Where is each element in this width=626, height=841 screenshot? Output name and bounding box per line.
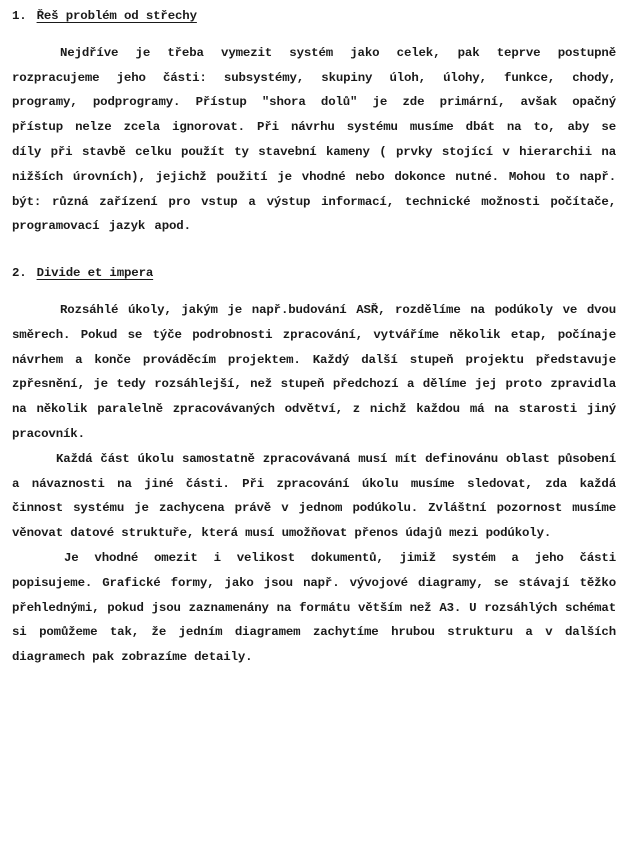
section-2-paragraph-1: Rozsáhlé úkoly, jakým je např.budování ASŘ, rozdělíme na podúkoly ve dvou směrech. Pokud se týče podrobnosti zpracování, vytváříme několik etap, počínaje návrhem a konče prováděcím projektem. Každý další stupeň projektu představuje zpřesnění, je tedy rozsáhlejší, než stupeň předchozí a dělíme jej proto zpravidla na několik paralelně zpracovávaných odvětví, z nichž každou má na starosti jiný pracovník. xyxy=(12,302,616,441)
section-heading-2 xyxy=(12,261,616,286)
section-2-paragraph-3: Je vhodné omezit i velikost dokumentů, jimiž systém a jeho části popisujeme. Grafické formy, jako jsou např. vývojové diagramy, se stávají těžko přehlednými, pokud jsou zaznamenány na formátu větším než A3. U rozsáhlých schémat si pomůžeme tak, že jedním diagramem zachytíme hrubou strukturu a v dalších diagramech pak zobrazíme detaily. xyxy=(12,550,616,665)
section-title: Řeš problém od střechy xyxy=(36,9,197,23)
section-number: 2. xyxy=(12,266,27,281)
section-2-paragraph-2: Každá část úkolu samostatně zpracovávaná musí mít definovánu oblast působení a návaznosti na jiné části. Při zpracování úkolu musíme sledovat, zda každá činnost systému je zachycena právě v jednom podúkolu. Zvláštní pozornost musíme věnovat datové struktuře, která musí umožňovat přenos údajů mezi podúkoly. xyxy=(12,451,616,541)
section-1-paragraph: Nejdříve je třeba vymezit systém jako celek, pak teprve postupně rozpracujeme jeho části: subsystémy, skupiny úloh, úlohy, funkce, chody, programy, podprogramy. Přístup "shora dolů" je zde primární, avšak opačný přístup nelze zcela ignorovat. Při návrhu systému musíme dbát na to, aby se díly při stavbě celku použít ty stavební kameny ( prvky stojící v hierarchii na nižších úrovních), jejichž použití je vhodné nebo dokonce nutné. Mohou to např. být: různá zařízení pro vstup a výstup informací, technické možnosti počítače, programovací jazyk apod. xyxy=(12,45,616,234)
section-heading-1 xyxy=(12,4,616,29)
section-title: Divide et impera xyxy=(36,266,154,281)
section-number: 1. xyxy=(12,9,27,23)
